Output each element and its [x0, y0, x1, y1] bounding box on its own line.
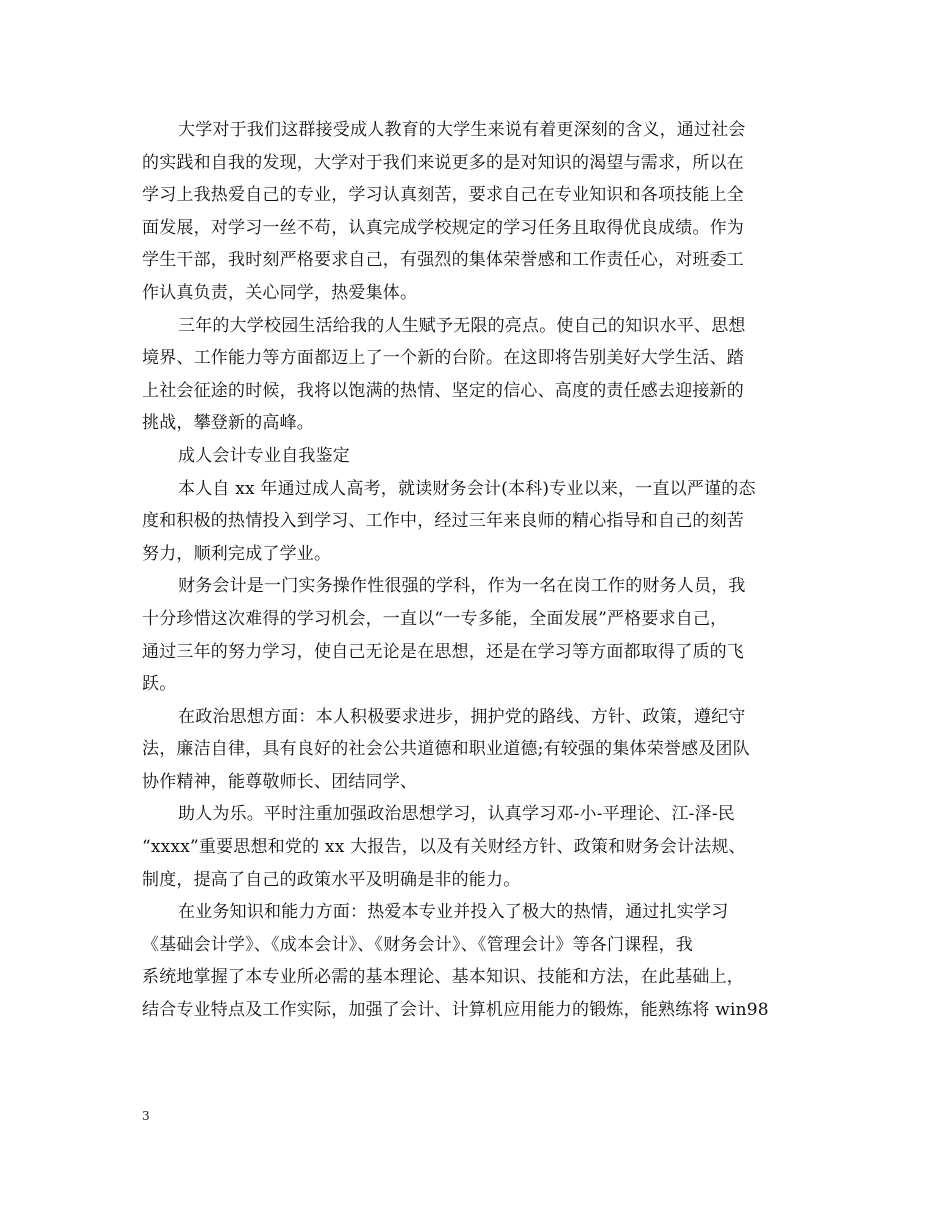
text-line: 《基础会计学》、《成本会计》、《财务会计》、《管理会计》等各门课程，我 — [142, 934, 693, 955]
text-line: 本人自 xx 年通过成人高考，就读财务会计(本科)专业以来，一直以严谨的态 — [178, 478, 756, 499]
text-line: 的实践和自我的发现，大学对于我们来说更多的是对知识的渴望与需求，所以在 — [142, 152, 744, 173]
text-line: 大学对于我们这群接受成人教育的大学生来说有着更深刻的含义，通过社会 — [178, 120, 746, 140]
text-line: 上社会征途的时候，我将以饱满的热情、坚定的信心、高度的责任感去迎接新的 — [142, 380, 744, 401]
text-line: 作认真负责，关心同学，热爱集体。 — [142, 282, 418, 303]
text-line: 跃。 — [142, 674, 177, 695]
text-line: 在政治思想方面：本人积极要求进步，拥护党的路线、方针、政策，遵纪守 — [178, 706, 746, 727]
document-body — [142, 114, 810, 1027]
text-line: 在业务知识和能力方面：热爱本专业并投入了极大的热情，通过扎实学习 — [178, 902, 729, 923]
text-line: 面发展，对学习一丝不苟，认真完成学校规定的学习任务且取得优良成绩。作为 — [142, 217, 744, 238]
text-line: 挑战，攀登新的高峰。 — [142, 413, 314, 434]
text-line: 结合专业特点及工作实际，加强了会计、计算机应用能力的锻炼，能熟练将 win98 — [142, 1000, 769, 1021]
text-line: 三年的大学校园生活给我的人生赋予无限的亮点。使自己的知识水平、思想 — [178, 315, 746, 336]
text-line: 财务会计是一门实务操作性很强的学科，作为一名在岗工作的财务人员，我 — [178, 576, 746, 597]
page-number: 3 — [142, 1109, 150, 1123]
text-line: 努力，顺利完成了学业。 — [142, 543, 332, 564]
text-line: 学习上我热爱自己的专业，学习认真刻苦，要求自己在专业知识和各项技能上全 — [142, 185, 744, 206]
text-line: 度和积极的热情投入到学习、工作中，经过三年来良师的精心指导和自己的刻苦 — [142, 511, 744, 532]
text-line: 制度，提高了自己的政策水平及明确是非的能力。 — [142, 869, 521, 890]
text-line: 成人会计专业自我鉴定 — [178, 445, 350, 466]
text-line: 系统地掌握了本专业所必需的基本理论、基本知识、技能和方法，在此基础上， — [142, 967, 744, 988]
text-line: 协作精神，能尊敬师长、团结同学、 — [142, 771, 418, 792]
text-line: 境界、工作能力等方面都迈上了一个新的台阶。在这即将告别美好大学生活、踏 — [142, 348, 744, 369]
text-line: “xxxx”重要思想和党的 xx 大报告，以及有关财经方针、政策和财务会计法规、 — [142, 837, 746, 858]
text-line: 学生干部，我时刻严格要求自己，有强烈的集体荣誉感和工作责任心，对班委工 — [142, 250, 744, 271]
text-line: 十分珍惜这次难得的学习机会，一直以“一专多能，全面发展”严格要求自己， — [142, 608, 728, 629]
text-line: 助人为乐。平时注重加强政治思想学习，认真学习邓-小-平理论、江-泽-民 — [178, 804, 735, 825]
text-line: 通过三年的努力学习，使自己无论是在思想，还是在学习等方面都取得了质的飞 — [142, 641, 744, 662]
text-line: 法，廉洁自律，具有良好的社会公共道德和职业道德;有较强的集体荣誉感及团队 — [142, 739, 750, 760]
